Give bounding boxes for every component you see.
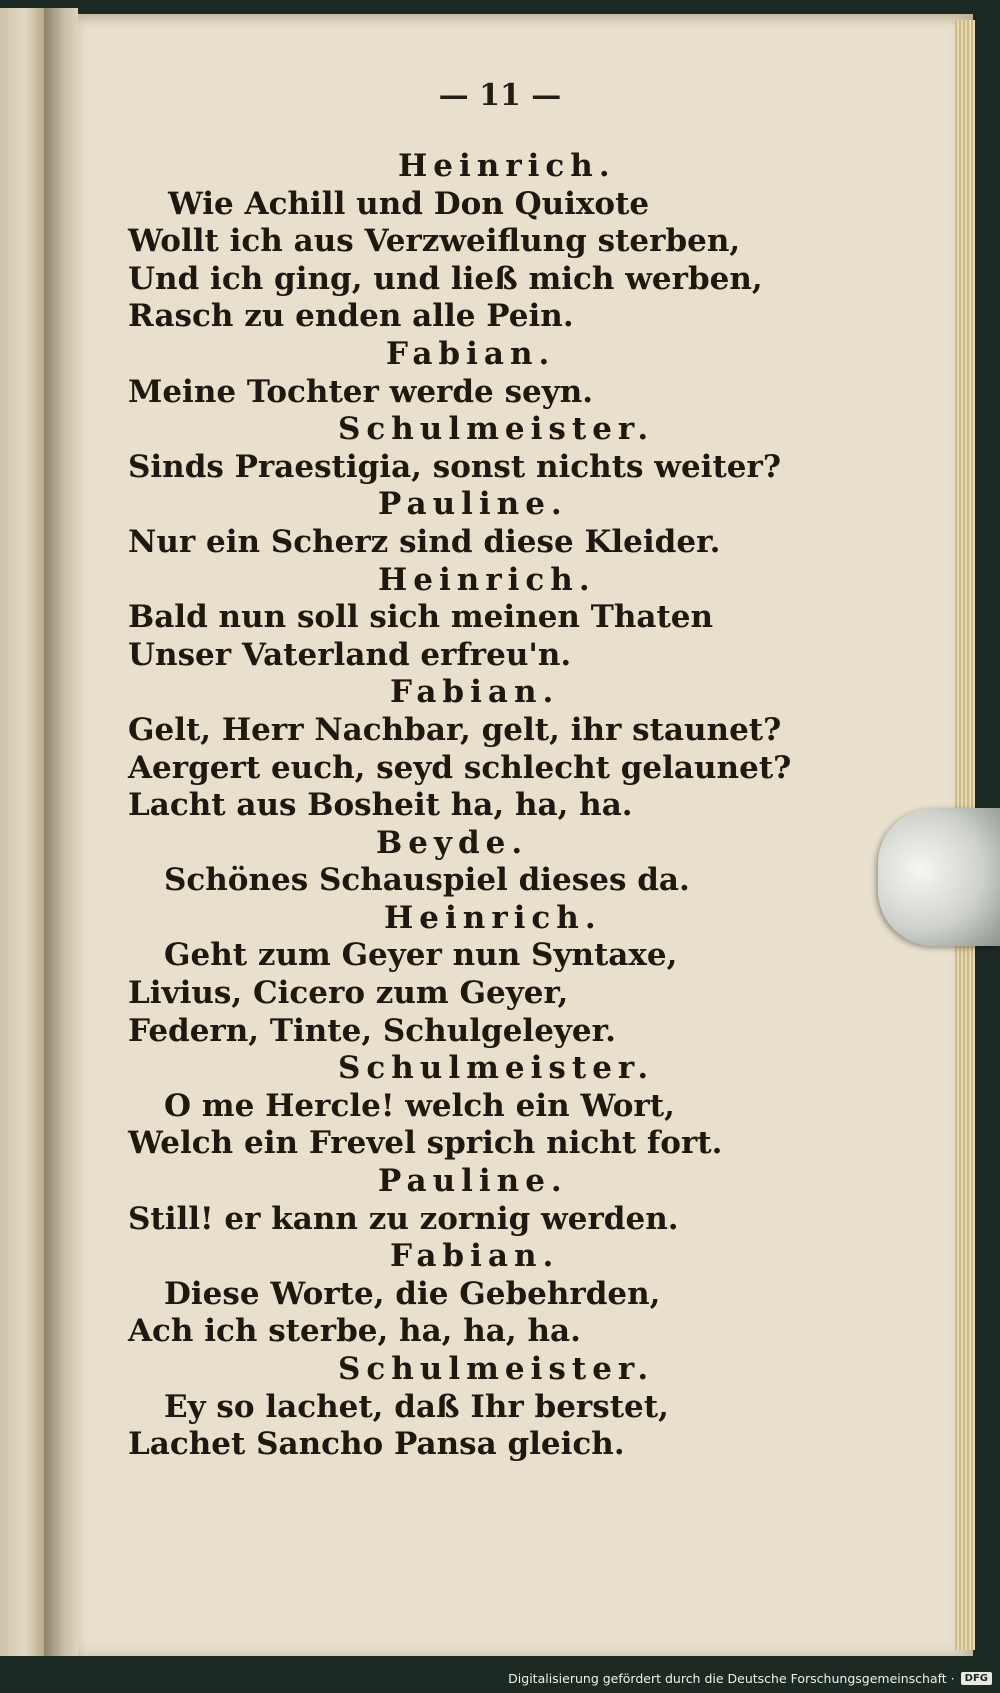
- verse-line: Ach ich sterbe, ha, ha, ha.: [128, 1313, 581, 1350]
- speaker-name: Fabian.: [390, 674, 560, 711]
- speaker-name: Beyde.: [376, 824, 529, 861]
- verse-line: Still! er kann zu zornig werden.: [128, 1200, 679, 1237]
- verse-line: O me Hercle! welch ein Wort,: [164, 1087, 675, 1124]
- verse-line: Schönes Schauspiel dieses da.: [164, 862, 690, 899]
- speaker-name: Schulmeister.: [338, 411, 655, 448]
- speaker-name: Schulmeister.: [338, 1050, 655, 1087]
- verse-line: Wie Achill und Don Quixote: [168, 185, 650, 222]
- speaker-name: Heinrich.: [398, 148, 616, 184]
- speaker-name: Fabian.: [386, 335, 556, 372]
- footer-text: Digitalisierung gefördert durch die Deutsche Forschungsgemeinschaft ·: [508, 1670, 955, 1686]
- verse-line: Meine Tochter werde seyn.: [128, 373, 594, 410]
- verse-line: Sinds Praestigia, sonst nichts weiter?: [128, 448, 781, 485]
- speaker-name: Schulmeister.: [338, 1351, 655, 1387]
- verse-line: Welch ein Frevel sprich nicht fort.: [128, 1125, 723, 1162]
- verse-line: Und ich ging, und ließ mich werben,: [128, 260, 763, 297]
- page-number: — 11 —: [438, 78, 562, 113]
- footer-credit: [508, 1666, 992, 1690]
- speaker-name: Pauline.: [378, 1163, 568, 1200]
- verse-line: Federn, Tinte, Schulgeleyer.: [128, 1012, 616, 1049]
- verse-line: Gelt, Herr Nachbar, gelt, ihr staunet?: [128, 711, 782, 748]
- speaker-name: Heinrich.: [384, 899, 602, 936]
- verse-line: Lacht aus Bosheit ha, ha, ha.: [128, 787, 633, 824]
- left-page-edge: [0, 8, 44, 1656]
- verse-line: Wollt ich aus Verzweiflung sterben,: [128, 223, 741, 260]
- speaker-name: Fabian.: [390, 1238, 560, 1275]
- verse-line: Ey so lachet, daß Ihr berstet,: [164, 1388, 669, 1425]
- poem-text: [128, 148, 948, 1464]
- verse-line: Nur ein Scherz sind diese Kleider.: [128, 523, 721, 560]
- verse-line: Livius, Cicero zum Geyer,: [128, 975, 569, 1012]
- verse-line: Bald nun soll sich meinen Thaten: [128, 599, 714, 636]
- verse-line: Geht zum Geyer nun Syntaxe,: [164, 937, 678, 974]
- book-gutter: [44, 8, 78, 1656]
- verse-line: Rasch zu enden alle Pein.: [128, 298, 574, 335]
- verse-line: Diese Worte, die Gebehrden,: [164, 1275, 661, 1312]
- verse-line: Unser Vaterland erfreu'n.: [128, 636, 572, 673]
- speaker-name: Pauline.: [378, 486, 568, 523]
- verse-line: Aergert euch, seyd schlecht gelaunet?: [128, 749, 792, 786]
- dfg-logo-icon: DFG: [961, 1672, 992, 1685]
- verse-line: Lachet Sancho Pansa gleich.: [128, 1426, 625, 1463]
- speaker-name: Heinrich.: [378, 561, 596, 598]
